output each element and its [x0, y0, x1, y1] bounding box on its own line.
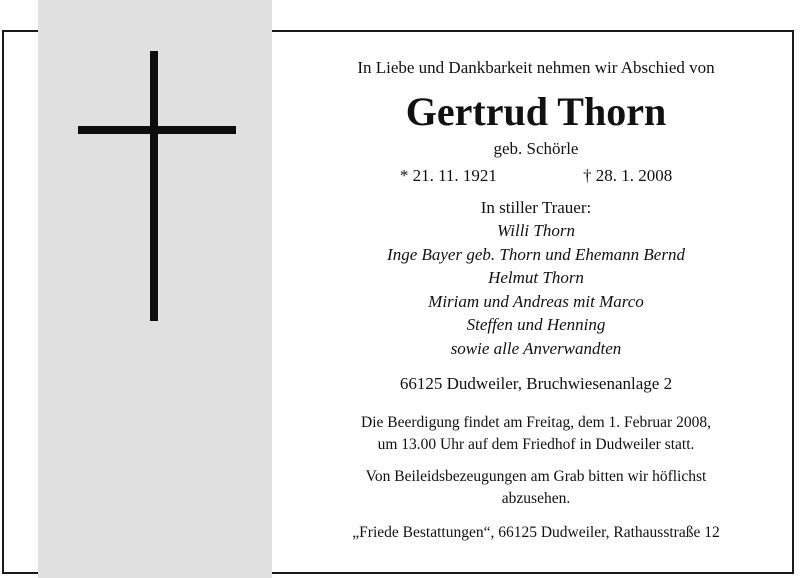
mourner: Willi Thorn [497, 221, 575, 240]
birth-date: * 21. 11. 1921 [399, 166, 497, 185]
condolence-notice [290, 466, 782, 510]
birth-name: geb. Schörle [493, 139, 579, 158]
deceased-name: Gertrud Thorn [405, 89, 667, 134]
mourner: sowie alle Anverwandten [450, 338, 622, 358]
intro-text: In Liebe und Dankbarkeit nehmen wir Abschied von [357, 58, 715, 77]
mourners-list [290, 219, 782, 360]
condolence-line: abzusehen. [501, 490, 571, 507]
life-dates [290, 164, 782, 188]
mourner: Inge Bayer geb. Thorn und Ehemann Bernd [387, 244, 685, 264]
cross-vertical-bar [150, 51, 158, 321]
mourner: Miriam und Andreas mit Marco [428, 291, 644, 311]
family-address: 66125 Dudweiler, Bruchwiesenanlage 2 [399, 374, 673, 393]
funeral-line: um 13.00 Uhr auf dem Friedhof in Dudweiler statt. [377, 436, 695, 453]
death-date: † 28. 1. 2008 [582, 166, 673, 185]
cross-horizontal-bar [78, 126, 236, 134]
condolence-line: Von Beileidsbezeugungen am Grab bitten wir höflichst [365, 468, 707, 485]
funeral-notice [290, 412, 782, 456]
mourning-label: In stiller Trauer: [480, 198, 592, 217]
undertaker-info: „Friede Bestattungen“, 66125 Dudweiler, Rathausstraße 12 [352, 524, 720, 541]
mourner: Helmut Thorn [488, 268, 584, 287]
notice-content [290, 40, 782, 544]
funeral-line: Die Beerdigung findet am Freitag, dem 1. Februar 2008, [361, 414, 711, 431]
mourner: Steffen und Henning [466, 315, 606, 334]
